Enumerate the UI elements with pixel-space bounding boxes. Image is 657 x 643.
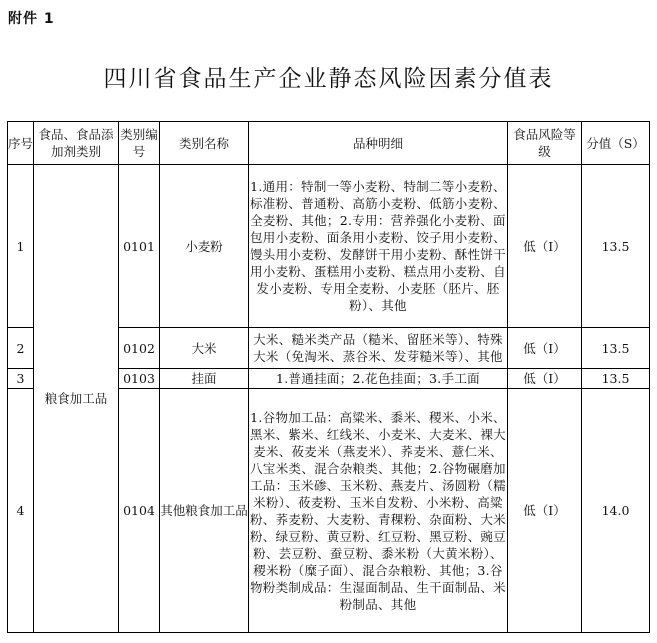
header-seq: 序号 <box>8 122 34 165</box>
row-detail: 大米、糙米类产品（糙米、留胚米等）、特殊大米（免淘米、蒸谷米、发芽糙米等）、其他 <box>249 328 508 369</box>
row-code: 0102 <box>119 328 160 369</box>
row-risk-level: 低（Ⅰ） <box>508 328 582 369</box>
row-name: 挂面 <box>160 369 249 389</box>
table-row <box>8 165 650 328</box>
row-detail: 1.谷物加工品：高粱米、黍米、稷米、小米、黑米、紫米、红线米、小麦米、大麦米、裸大麦米、莜麦米（燕麦米）、荞麦米、薏仁米、八宝米类、混合杂粮类、其他；2.谷物碾磨加工品：玉米碜、玉米粉、燕麦片、汤圆粉（糯米粉）、莜麦粉、玉米自发粉、小米粉、高粱粉、荞麦粉、大麦粉、青稞粉、杂面粉、大米粉、绿豆粉、黄豆粉、红豆粉、黑豆粉、豌豆粉、芸豆粉、蚕豆粉、黍米粉（大黄米粉）、稷米粉（糜子面）、混合杂粮粉、其他；3.谷物粉类制成品：生湿面制品、生干面制品、米粉制品、其他 <box>249 389 508 633</box>
row-seq: 1 <box>8 165 34 328</box>
header-code: 类别编号 <box>119 122 160 165</box>
row-risk-level: 低（Ⅰ） <box>508 389 582 633</box>
row-score: 13.5 <box>582 328 650 369</box>
row-seq: 4 <box>8 389 34 633</box>
row-name: 小麦粉 <box>160 165 249 328</box>
row-risk-level: 低（Ⅰ） <box>508 369 582 389</box>
header-detail: 品种明细 <box>249 122 508 165</box>
header-score: 分值（S） <box>582 122 650 165</box>
attachment-label: 附件 1 <box>8 11 55 27</box>
document-title: 四川省食品生产企业静态风险因素分值表 <box>103 66 554 92</box>
row-code: 0101 <box>119 165 160 328</box>
risk-score-table <box>7 121 650 633</box>
row-code: 0103 <box>119 369 160 389</box>
row-name: 其他粮食加工品 <box>160 389 249 633</box>
row-detail: 1.普通挂面；2.花色挂面；3.手工面 <box>249 369 508 389</box>
row-detail: 1.通用：特制一等小麦粉、特制二等小麦粉、标准粉、普通粉、高筋小麦粉、低筋小麦粉、全麦粉、其他；2.专用：营养强化小麦粉、面包用小麦粉、面条用小麦粉、饺子用小麦粉、馒头用小麦粉、发酵饼干用小麦粉、酥性饼干用小麦粉、蛋糕用小麦粉、糕点用小麦粉、自发小麦粉、专用全麦粉、小麦胚（胚片、胚粉）、其他 <box>249 165 508 328</box>
row-seq: 3 <box>8 369 34 389</box>
header-name: 类别名称 <box>160 122 249 165</box>
row-seq: 2 <box>8 328 34 369</box>
row-risk-level: 低（Ⅰ） <box>508 165 582 328</box>
category-group-cell: 粮食加工品 <box>34 165 119 633</box>
header-risk-level: 食品风险等级 <box>508 122 582 165</box>
header-category: 食品、食品添加剂类别 <box>34 122 119 165</box>
row-name: 大米 <box>160 328 249 369</box>
row-score: 13.5 <box>582 369 650 389</box>
row-score: 14.0 <box>582 389 650 633</box>
row-code: 0104 <box>119 389 160 633</box>
table-header-row <box>8 122 650 165</box>
row-score: 13.5 <box>582 165 650 328</box>
